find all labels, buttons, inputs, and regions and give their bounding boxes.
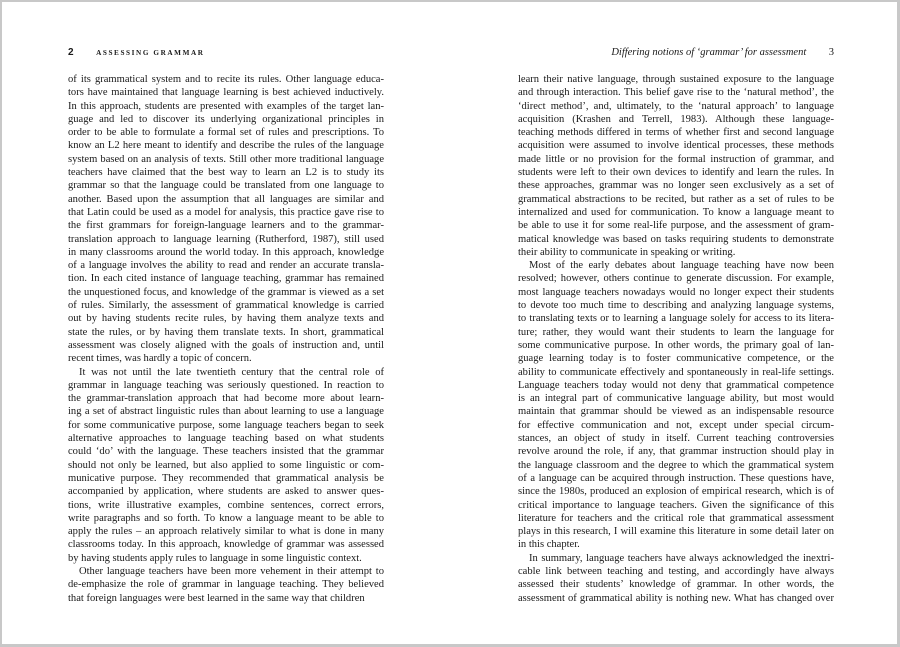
text-line: the first grammars for foreign-language learners and to the grammar- [68,220,384,232]
text-line: ability to communicate effectively and spontaneously in real-life settings. [518,366,834,378]
text-line: grammatical abstractions to be recited, but rather as a set of rules to be [518,193,834,205]
text-line: guage learning today is to foster communicative competence, or the [518,353,834,365]
text-line: the language classroom and the degree to which the grammatical system [518,459,834,471]
text-line: recent times, was hardly a topic of concern. [68,353,252,365]
text-line: of a language involves the ability to read and render an accurate transla- [68,260,384,272]
text-line: translation approach to language learning (Rutherford, 1987), still used [68,233,384,245]
text-line: ture; rather, they would want their students to learn the language for [518,326,834,338]
text-line: students were left to their own devices to identify and learn the rules. In [518,167,834,179]
text-line: the grammar-translation approach that had become more about learn- [68,393,384,405]
text-line: guage and led to discover its underlying organizational principles in [68,113,384,125]
running-head-title: ASSESSING GRAMMAR [96,49,205,57]
text-line: in many classrooms around the world today. In this approach, knowledge [68,246,384,258]
text-line: assessment of grammatical ability is nothing new. What has changed over [518,592,834,604]
text-line: Other language teachers have been more vehement in their attempt to [79,565,384,577]
text-line: order to be able to formulate a formal set of rules and prescriptions. To [68,127,384,139]
text-line: could ‘do’ with the language. These teachers insisted that the grammar [68,446,384,458]
text-line: of a language can be acquired through instruction. These questions have, [518,472,834,484]
body-text [518,73,834,605]
text-line: another. Based upon the assumption that all languages are similar and [68,193,384,205]
text-line: tion. In each cited instance of language teaching, grammar has remained [68,273,384,285]
text-line: be able to use it for some real-life purpose, and the assessment of gram- [518,220,834,232]
text-line: made little or no provision for the formal instruction of grammar, and [518,153,834,165]
text-line: internalized and used for communication. To know a language meant to [518,206,834,218]
text-line: Most of the early debates about language teaching have now been [529,260,834,272]
text-line: some communicative purpose. In other words, the primary goal of lan- [518,339,834,351]
text-line: by having students apply rules to language in some linguistic context. [68,552,362,564]
text-line: to translating texts or to learning a language solely for access to its litera- [518,313,834,325]
text-line: in this chapter. [518,539,580,551]
text-line: for some communicative purpose, some language teachers began to seek [68,419,384,431]
text-line: grammar so that the language could be translated from one language to [68,180,384,192]
text-line: ing a set of abstract linguistic rules than about learning to use a language [68,406,384,418]
text-line: In this approach, students are presented with examples of the target lan- [68,100,384,112]
running-header-right [611,47,834,58]
text-line: tors have maintained that language learning is best achieved inductively. [68,87,384,99]
text-line: ‘direct method’, and, ultimately, to the ‘natural approach’ to language [518,100,834,112]
text-line: these approaches, grammar was no longer seen exclusively as a set of [518,180,834,192]
text-line: should not only be learned, but also applied to some linguistic or com- [68,459,384,471]
book-spread [2,2,897,644]
running-head-title: Differing notions of ‘grammar’ for assessment [611,47,807,58]
running-header-left [68,47,205,58]
text-line: municative purpose. They recommended that grammatical analysis be [68,472,384,484]
text-line: that foreign languages were best learned in the same way that children [68,592,365,604]
text-line: cable link between teaching and testing, and accordingly have always [518,565,834,577]
text-line: the unquestioned focus, and knowledge of the grammar is viewed as a set [68,286,384,298]
text-line: accompanied by application, where students are asked to answer ques- [68,486,384,498]
text-line: resolved; however, others continue to generate discussion. For example, [518,273,834,285]
right-page [449,2,897,644]
text-line: acquisition (Krashen and Terrell, 1983). Although these language- [518,113,834,125]
text-line: teachers have claimed that the best way to learn an L2 is to study its [68,167,384,179]
text-line: of its grammatical system and to recite its rules. Other language educa- [68,74,384,85]
text-line: of rules. Similarly, the assessment of grammatical knowledge is carried [68,300,384,312]
text-line: plays in this research, I will examine this literature in some detail later on [518,526,834,538]
left-page [2,2,449,644]
text-line: apply the rules – an approach relatively similar to what is done in many [68,526,384,538]
page-number: 2 [68,47,74,58]
text-line: alternative approaches to language teaching based on what students [68,433,384,445]
text-line: to devote too much time to describing and analyzing language systems, [518,300,834,312]
text-line: classrooms today. In this approach, knowledge of grammar was assessed [68,539,384,551]
text-line: most language teachers nowadays would no longer expect their students [518,286,834,298]
text-line: that Latin could be used as a model for analysis, this practice gave rise to [68,206,384,218]
text-line: assessment was closely aligned with the goals of instruction and, until [68,339,384,351]
text-line: critical importance to language teachers. Given the significance of this [518,499,834,511]
text-line: and through interaction. This belief gave rise to the ‘natural method’, the [518,87,834,99]
text-line: assessed their students’ knowledge of grammar. In other words, the [518,579,834,591]
body-text [68,73,384,605]
text-line: learn their native language, through sustained exposure to the language [518,74,834,85]
page-number: 3 [828,47,834,58]
text-line: acquisition were assumed to involve identical processes, these methods [518,140,834,152]
text-line: their ability to communicate in speaking or writing. [518,246,736,258]
text-line: is an integral part of communicative language ability, but most would [518,393,834,405]
text-line: know an L2 here meant to identify and describe the rules of the language [68,140,384,152]
text-line: revolve around the role, if any, that grammar instruction should play in [518,446,834,458]
text-line: teaching methods differed in terms of whether first and second language [518,127,834,139]
text-line: Language teachers today would not deny that grammatical competence [518,379,834,391]
text-line: It was not until the late twentieth century that the central role of [79,366,384,378]
text-line: for effective communication and not, except under special circum- [518,419,834,431]
text-line: system based on an analysis of texts. Still other more traditional language [68,153,384,165]
text-line: state the rules, or by having them translate texts. In short, grammatical [68,326,384,338]
text-line: stances, an object of study in itself. Current teaching controversies [518,433,834,445]
text-line: write paragraphs and so forth. To know a language meant to be able to [68,512,384,524]
text-line: tions, write illustrative examples, combine sentences, correct errors, [68,499,384,511]
text-line: matical knowledge was based on tasks requiring students to demonstrate [518,233,834,245]
text-line: out by having students recite rules, by having them analyze texts and [68,313,384,325]
text-line: literature for teachers and the critical role that grammatical assessment [518,512,834,524]
text-line: since the 1980s, produced an explosion of empirical research, which is of [518,486,834,498]
text-line: de-emphasize the role of grammar in language teaching. They believed [68,579,384,591]
text-line: maintain that grammar should be viewed as an indispensable resource [518,406,834,418]
text-line: grammar in language teaching was seriously questioned. In reaction to [68,379,384,391]
text-line: In summary, language teachers have always acknowledged the inextri- [529,552,834,564]
